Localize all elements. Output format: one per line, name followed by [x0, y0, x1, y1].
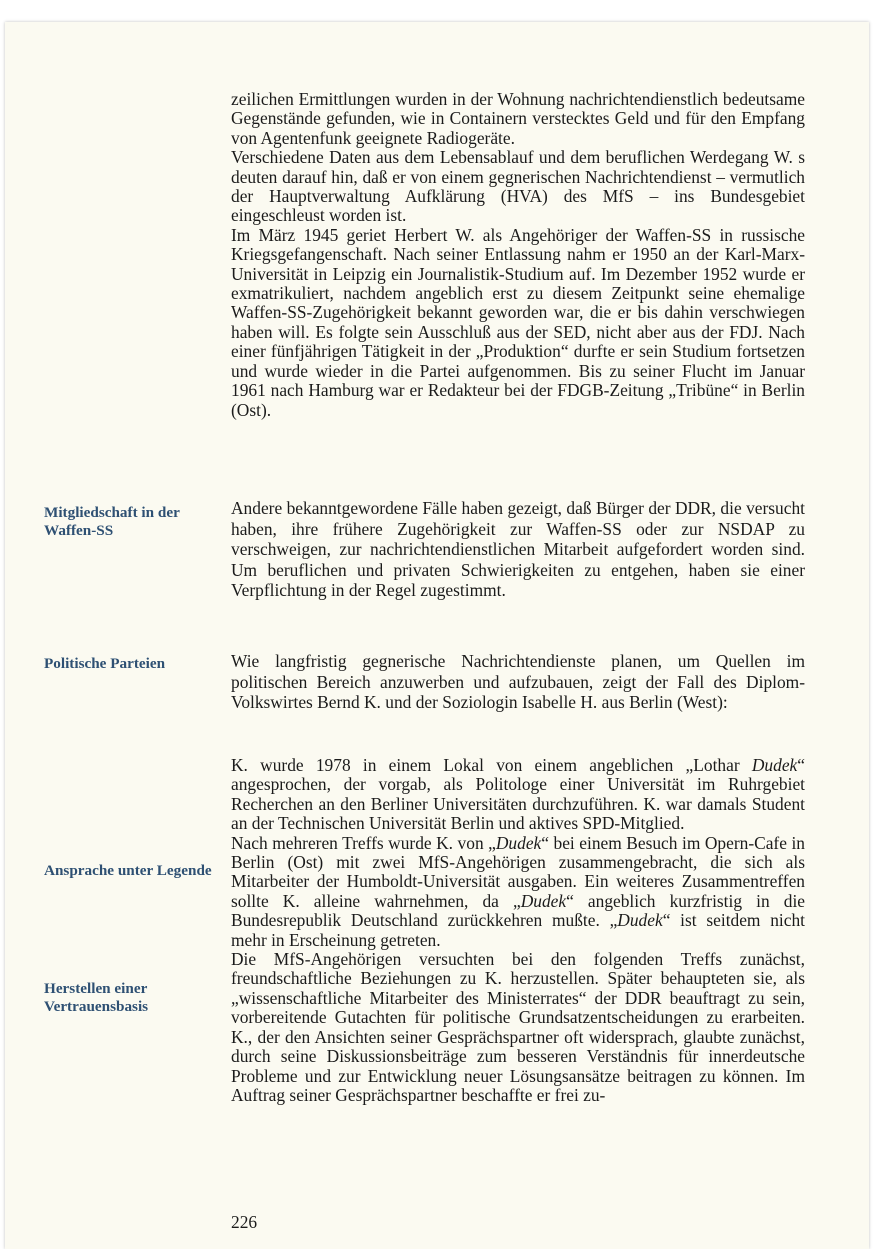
- paragraph: [231, 834, 805, 950]
- name-dudek: Dudek: [751, 755, 798, 775]
- sidenote-parteien: Politische Parteien: [44, 655, 166, 672]
- text-block-fall-k: [231, 756, 805, 1105]
- document-page: [5, 22, 869, 1249]
- name-dudek: Dudek: [495, 832, 542, 853]
- text-block-waffen-ss: [231, 498, 805, 601]
- paragraph: Wie langfristig gegnerische Nachrichtendienste planen, um Quellen im politischen Bereich anzuwerben und aufzubauen, zeigt der Fall des Diplom-Volkswirtes Bernd K. und der Soziologin Isabelle H. aus Berlin (West):: [231, 651, 805, 713]
- text-run: “ ist seitdem nicht mehr in Erscheinung getreten.: [231, 910, 806, 950]
- text-run: Nach mehreren Treffs wurde K. von „: [231, 832, 496, 853]
- paragraph: Die MfS-Angehörigen versuchten bei den folgenden Treffs zunächst, freundschaftliche Beziehungen zu K. herzustellen. Später behaupteten sie, als „wissenschaftliche Mitarbeiter des Ministerrates“ der DDR beauftragt zu sein, vorbereitende Gutachten für politische Grundsatzentscheidungen zu erarbeiten. K., der den Ansichten seiner Gesprächspartner oft widersprach, glaubte zunächst, durch seine Diskussionsbeiträge zum besseren Verständnis für innerdeutsche Probleme und zur Entwicklung neuer Lösungsansätze beitragen zu können. Im Auftrag seiner Gesprächspartner beschaffte er frei zu-: [231, 949, 805, 1105]
- paragraph: Andere bekanntgewordene Fälle haben gezeigt, daß Bürger der DDR, die versucht haben, ihre frühere Zugehörigkeit zur Waffen-SS oder zur NSDAP zu verschweigen, zur nachrichtendienstlichen Mitarbeit aufgefordert worden sind. Um beruflichen und privaten Schwierigkeiten zu entgehen, haben sie einer Verpflichtung in der Regel zugestimmt.: [231, 498, 805, 601]
- text-run: “ angesprochen, der vorgab, als Politologe einer Universität im Ruhrgebiet Recherchen an den Berliner Universitäten durchzuführen. K. war damals Student an der Technischen Universität Berlin und aktives SPD-Mitglied.: [231, 755, 805, 834]
- sidenote-ansprache: Ansprache unter Legende: [44, 862, 212, 879]
- text-run: K. wurde 1978 in einem Lokal von einem angeblichen „Lothar: [231, 755, 752, 775]
- text-block-herbert-w: [231, 90, 805, 420]
- paragraph: [231, 756, 805, 834]
- paragraph: Im März 1945 geriet Herbert W. als Angehöriger der Waffen-SS in russische Kriegsgefangenschaft. Nach seiner Entlassung nahm er 1950 an der Karl-Marx-Universität in Leipzig ein Journalistik-Studium auf. Im Dezember 1952 wurde er exmatrikuliert, nachdem angeblich erst zu diesem Zeitpunkt seine ehemalige Waffen-SS-Zugehörigkeit bekannt geworden war, die er bis dahin verschwiegen haben will. Es folgte sein Ausschluß aus der SED, nicht aber aus der FDJ. Nach einer fünfjährigen Tätigkeit in der „Produktion“ durfte er sein Studium fortsetzen und wurde wieder in die Partei aufgenommen. Bis zu seiner Flucht im Januar 1961 nach Hamburg war er Redakteur bei der FDGB-Zeitung „Tribüne“ in Berlin (Ost).: [231, 224, 805, 420]
- sidenote-vertrauen: Herstellen einer Vertrauensbasis: [44, 980, 149, 1015]
- text-block-parteien: [231, 651, 805, 713]
- sidenote-waffen-ss: Mitgliedschaft in der Waffen-SS: [44, 504, 180, 539]
- text-run: “ angeblich kurzfristig in die Bundesrepublik Deutschland zurückkehren mußte. „: [231, 890, 805, 931]
- paragraph: zeilichen Ermittlungen wurden in der Wohnung nachrichtendienstlich bedeutsame Gegenstände gefunden, wie in Containern verstecktes Geld und für den Empfang von Agentenfunk geeignete Radiogeräte.: [231, 89, 805, 148]
- name-dudek: Dudek: [520, 890, 567, 911]
- page-number: 226: [231, 1212, 258, 1232]
- name-dudek: Dudek: [617, 910, 663, 931]
- paragraph: Verschiedene Daten aus dem Lebensablauf und dem beruflichen Werdegang W. s deuten darauf hin, daß er von einem gegnerischen Nachrichtendienst – vermutlich der Hauptverwaltung Aufklärung (HVA) des MfS – ins Bundesgebiet eingeschleust worden ist.: [231, 147, 805, 226]
- text-run: “ bei einem Besuch im Opern-Cafe in Berlin (Ost) mit zwei MfS-Angehörigen zusammengebracht, die sich als Mitarbeiter der Humboldt-Universität ausgaben. Ein weiteres Zusammentreffen sollte K. alleine wahrnehmen, da „: [231, 832, 805, 911]
